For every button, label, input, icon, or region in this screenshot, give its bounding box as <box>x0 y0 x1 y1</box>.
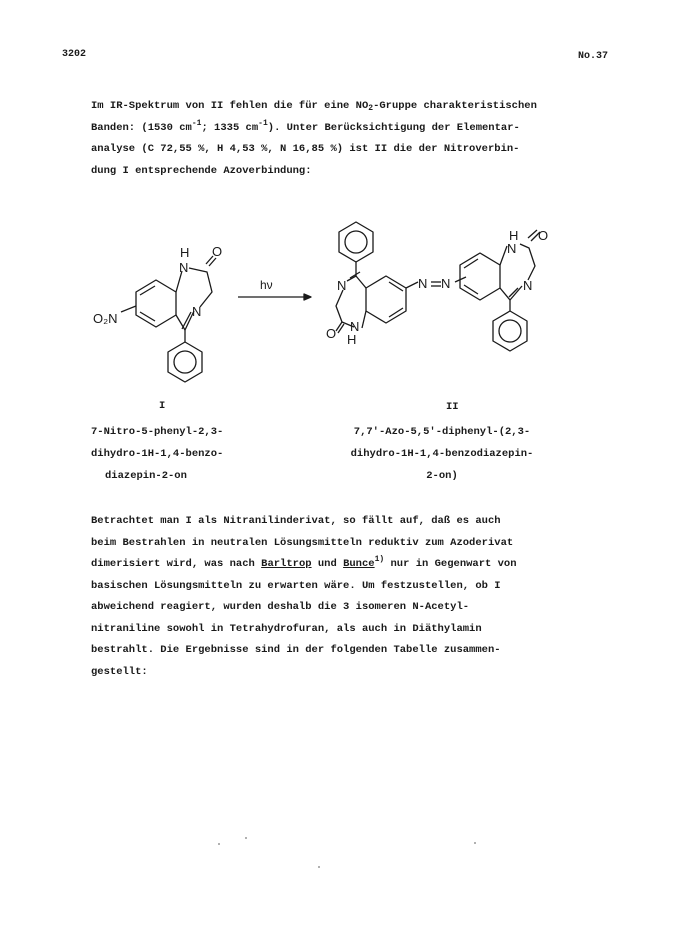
compound-II-right-phenyl <box>493 311 527 351</box>
scan-speck <box>245 837 247 839</box>
svg-text:N: N <box>337 278 347 293</box>
compound-I-name <box>91 421 223 487</box>
reagent-label: hν <box>260 278 273 292</box>
reference-barltrop: Barltrop <box>261 558 312 570</box>
body-line-2: beim Bestrahlen in neutralen Lösungsmitteln reduktiv zum Azoderivat <box>91 536 514 549</box>
svg-text:O: O <box>326 326 337 341</box>
body-line-6: nitraniline sowohl in Tetrahydrofuran, als auch in Diäthylamin <box>91 622 482 635</box>
scan-speck <box>318 866 320 868</box>
svg-text:N: N <box>350 319 360 334</box>
page-number: 3202 <box>62 49 87 60</box>
body-line-5: abweichend reagiert, wurden deshalb die 3 isomeren N-Acetyl- <box>91 601 470 613</box>
intro-line-1: Im IR-Spektrum von II fehlen die für eine $NO_2$-Gruppe charakteristischen <box>91 100 537 113</box>
compound-I-name-line-2: dihydro-1H-1,4-benzo- <box>91 448 224 460</box>
svg-text:N: N <box>523 278 533 293</box>
reaction-scheme <box>0 0 680 400</box>
svg-text:O: O <box>212 244 223 259</box>
svg-text:N: N <box>418 276 428 291</box>
svg-text:N: N <box>507 241 517 256</box>
compound-II-name <box>342 421 542 487</box>
journal-number: No.37 <box>578 51 609 62</box>
body-line-7: bestrahlt. Die Ergebnisse sind in der folgenden Tabelle zusammen- <box>91 644 501 656</box>
scan-speck <box>218 843 220 845</box>
intro-line-2: Banden: (1530 $cm^{-1}$; 1335 $cm^{-1}$). Unter Berücksichtigung der Elementar- <box>91 118 520 134</box>
reference-bunce: Bunce <box>343 558 375 570</box>
compound-II-name-line-1: 7,7'-Azo-5,5'-diphenyl-(2,3- <box>353 426 531 438</box>
scan-speck <box>474 842 476 844</box>
svg-text:H: H <box>509 228 519 243</box>
body-line-4: basischen Lösungsmitteln zu erwarten wäre. Um festzustellen, ob I <box>91 579 501 592</box>
svg-text:H: H <box>180 245 190 260</box>
intro-line-4: dung I entsprechende Azoverbindung: <box>91 164 312 177</box>
svg-text:N: N <box>192 304 202 319</box>
compound-I-name-line-3: diazepin-2-on <box>105 470 187 482</box>
svg-text:N: N <box>179 260 189 275</box>
compound-II-right-benzene <box>460 253 500 300</box>
body-paragraph <box>91 511 591 683</box>
body-line-3: dimerisiert wird, was nach Barltrop und Bunce$^{1)}$ nur in Gegenwart von <box>91 555 517 570</box>
svg-text:H: H <box>347 332 357 347</box>
svg-text:N: N <box>441 276 451 291</box>
svg-text:O: O <box>538 228 549 243</box>
compound-I-phenyl-ring <box>168 342 202 382</box>
compound-II-left-benzene <box>366 276 406 323</box>
compound-I-benzene-ring <box>136 280 176 327</box>
body-line-1: Betrachtet man I als Nitranilinderivat, so fällt auf, daß es auch <box>91 515 501 527</box>
compound-I-name-line-1: 7-Nitro-5-phenyl-2,3- <box>91 426 224 438</box>
compound-II-label: II <box>446 401 459 413</box>
compound-I-label: I <box>159 400 166 412</box>
reaction-arrow-head <box>304 294 311 300</box>
intro-line-3: analyse (C 72,55 %, H 4,53 %, N 16,85 %) ist II die der Nitroverbin- <box>91 143 520 155</box>
body-line-8: gestellt: <box>91 665 148 678</box>
compound-II-name-line-2: dihydro-1H-1,4-benzodiazepin- <box>350 448 534 460</box>
compound-II-left-phenyl <box>339 222 373 262</box>
compound-II-name-line-3: 2-on) <box>426 470 458 482</box>
nitro-group-label: O₂N <box>93 311 118 326</box>
